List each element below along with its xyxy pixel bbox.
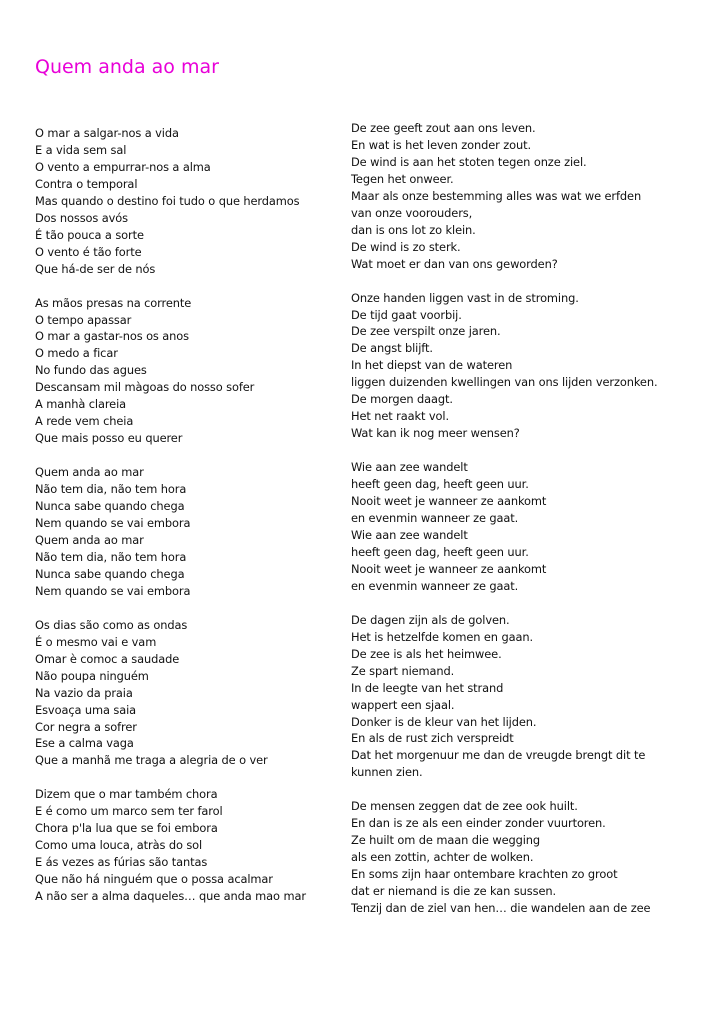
portuguese-line: A manhà clareia [35,397,127,412]
dutch-line: De tijd gaat voorbij. [351,307,462,322]
portuguese-line: Ese a calma vaga [35,736,134,751]
dutch-line: Onze handen liggen vast in de stroming. [351,290,579,305]
dutch-stanza [351,798,666,917]
dutch-line: Tenzij dan de ziel van hen… die wandelen aan de zee [351,901,651,916]
portuguese-line: Que a manhã me traga a alegria de o ver [35,753,268,768]
dutch-line: Maar als onze bestemming alles was wat we erfden [351,188,642,203]
portuguese-line: Descansam mil màgoas do nosso sofer [35,380,255,395]
portuguese-line: Que não há ninguém que o possa acalmar [35,872,273,887]
dutch-stanza [351,459,666,595]
dutch-line: En wat is het leven zonder zout. [351,137,531,152]
portuguese-line: E é como um marco sem ter farol [35,804,223,819]
dutch-line: Nooit weet je wanneer ze aankomt [351,494,547,509]
dutch-line: Donker is de kleur van het lijden. [351,714,537,729]
portuguese-stanza [35,617,365,770]
dutch-line: heeft geen dag, heeft geen uur. [351,544,529,559]
portuguese-stanza [35,786,365,905]
portuguese-line: O mar a gastar-nos os anos [35,329,189,344]
portuguese-line: Na vazio da praia [35,685,133,700]
dutch-line: In het diepst van de wateren [351,358,513,373]
dutch-line: In de leegte van het strand [351,680,504,695]
dutch-line: als een zottin, achter de wolken. [351,850,534,865]
dutch-line: en evenmin wanneer ze gaat. [351,511,519,526]
portuguese-line: Que mais posso eu querer [35,431,183,446]
portuguese-line: Mas quando o destino foi tudo o que herdamos [35,193,300,208]
portuguese-line: É tão pouca a sorte [35,227,144,242]
portuguese-line: No fundo das agues [35,363,147,378]
dutch-line: dat er niemand is die ze kan sussen. [351,884,556,899]
portuguese-line: Chora p'la lua que se foi embora [35,821,218,836]
dutch-line: heeft geen dag, heeft geen uur. [351,477,529,492]
portuguese-line: E a vida sem sal [35,142,127,157]
dutch-line: De wind is aan het stoten tegen onze ziel. [351,154,587,169]
dutch-line: De angst blijft. [351,341,433,356]
dutch-line: De dagen zijn als de golven. [351,612,510,627]
dutch-stanza [351,290,666,443]
dutch-line: En als de rust zich verspreidt [351,731,514,746]
portuguese-line: Não tem dia, não tem hora [35,549,187,564]
dutch-line: De morgen daagt. [351,392,453,407]
dutch-stanza [351,120,666,273]
dutch-line: Nooit weet je wanneer ze aankomt [351,561,547,576]
portuguese-stanza [35,125,365,278]
dutch-line: Het is hetzelfde komen en gaan. [351,629,533,644]
dutch-line: En dan is ze als een einder zonder vuurtoren. [351,816,606,831]
dutch-line: liggen duizenden kwellingen van ons lijden verzonken. [351,375,658,390]
portuguese-line: E ás vezes as fúrias são tantas [35,855,208,870]
portuguese-line: Como uma louca, atràs do sol [35,838,203,853]
dutch-column [351,120,666,934]
portuguese-line: Omar è comoc a saudade [35,651,180,666]
portuguese-line: As mãos presas na corrente [35,295,192,310]
portuguese-stanza [35,295,365,448]
dutch-line: Dat het morgenuur me dan de vreugde brengt dit te kunnen zien. [351,748,646,780]
portuguese-stanza [35,464,365,600]
portuguese-line: Nem quando se vai embora [35,516,191,531]
dutch-line: De zee verspilt onze jaren. [351,324,501,339]
poem-title: Quem anda ao mar [35,56,219,78]
dutch-line: Wat moet er dan van ons geworden? [351,256,558,271]
dutch-line: De mensen zeggen dat de zee ook huilt. [351,799,578,814]
dutch-line: Wie aan zee wandelt [351,527,468,542]
portuguese-line: Dizem que o mar também chora [35,787,218,802]
portuguese-line: Cor negra a sofrer [35,719,137,734]
portuguese-line: Não poupa ninguém [35,668,149,683]
dutch-line: Tegen het onweer. [351,171,454,186]
dutch-line: De zee geeft zout aan ons leven. [351,121,536,135]
dutch-line: en evenmin wanneer ze gaat. [351,578,519,593]
portuguese-line: Nem quando se vai embora [35,583,191,598]
dutch-line: Wat kan ik nog meer wensen? [351,426,520,441]
portuguese-line: Quem anda ao mar [35,465,144,480]
portuguese-line: Que há-de ser de nós [35,261,156,276]
dutch-stanza [351,612,666,782]
portuguese-column [35,125,365,922]
portuguese-line: O vento a empurrar-nos a alma [35,159,211,174]
portuguese-line: Os dias são como as ondas [35,617,188,632]
dutch-line: En soms zijn haar ontembare krachten zo groot [351,867,618,882]
portuguese-line: Dos nossos avós [35,210,129,225]
portuguese-line: Contra o temporal [35,176,138,191]
portuguese-line: A não ser a alma daqueles… que anda mao mar [35,889,306,904]
dutch-line: De zee is als het heimwee. [351,646,502,661]
portuguese-line: É o mesmo vai e vam [35,634,157,649]
portuguese-line: Nunca sabe quando chega [35,499,185,514]
portuguese-line: O mar a salgar-nos a vida [35,126,179,140]
portuguese-line: Não tem dia, não tem hora [35,482,187,497]
portuguese-line: O vento é tão forte [35,244,142,259]
dutch-line: Ze spart niemand. [351,663,455,678]
dutch-line: De wind is zo sterk. [351,239,461,254]
dutch-line: Ze huilt om de maan die wegging [351,833,541,848]
portuguese-line: O medo a ficar [35,346,118,361]
portuguese-line: Nunca sabe quando chega [35,566,185,581]
portuguese-line: Esvoaça uma saia [35,702,137,717]
dutch-line: van onze voorouders, [351,205,473,220]
dutch-line: Wie aan zee wandelt [351,460,468,475]
portuguese-line: Quem anda ao mar [35,532,144,547]
portuguese-line: O tempo apassar [35,312,132,327]
portuguese-line: A rede vem cheia [35,414,134,429]
dutch-line: dan is ons lot zo klein. [351,222,476,237]
dutch-line: Het net raakt vol. [351,409,449,424]
dutch-line: wappert een sjaal. [351,697,455,712]
